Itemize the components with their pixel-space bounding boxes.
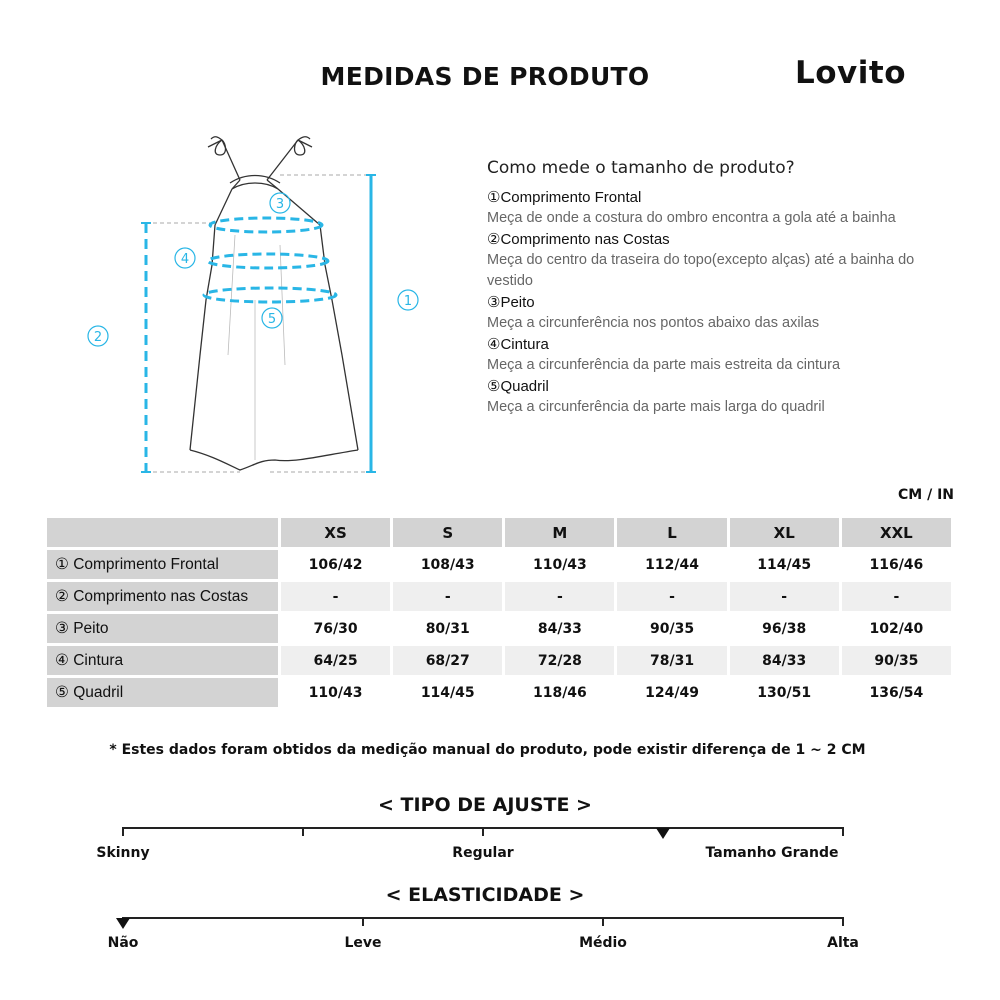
size-header: L [617,518,726,547]
size-header: S [393,518,502,547]
table-row [47,550,951,579]
table-cell: 106/42 [281,550,390,579]
elasticity-marker-icon [116,918,130,929]
elasticity-tick [602,917,604,926]
table-row [47,614,951,643]
table-cell: 72/28 [505,646,614,675]
elasticity-tick [842,917,844,926]
measure-desc-hip: Meça a circunferência da parte mais larga do quadril [487,399,825,415]
table-cell: - [393,582,502,611]
table-cell: 84/33 [505,614,614,643]
table-row [47,646,951,675]
measure-head-front-length: ①Comprimento Frontal [487,189,642,206]
size-header: XL [730,518,839,547]
table-cell: 136/54 [842,678,951,707]
table-cell: 84/33 [730,646,839,675]
elasticity-tick [362,917,364,926]
table-cell: - [730,582,839,611]
table-cell: 80/31 [393,614,502,643]
size-header: M [505,518,614,547]
fit-tick [122,827,124,836]
table-cell: 124/49 [617,678,726,707]
table-cell: - [617,582,726,611]
measure-head-hip: ⑤Quadril [487,378,549,395]
elasticity-label-high: Alta [827,935,859,951]
table-cell: - [281,582,390,611]
table-cell: - [505,582,614,611]
how-to-measure-question: Como mede o tamanho de produto? [487,158,795,178]
table-row [47,678,951,707]
row-label: ② Comprimento nas Costas [47,582,278,611]
table-cell: 64/25 [281,646,390,675]
table-cell: 68/27 [393,646,502,675]
table-cell: 110/43 [505,550,614,579]
how-to-measure [487,158,927,418]
table-cell: 118/46 [505,678,614,707]
table-cell: 90/35 [617,614,726,643]
unit-label: CM / IN [898,487,954,503]
table-cell: 90/35 [842,646,951,675]
fit-scale [96,818,844,861]
number-markers [88,193,418,346]
table-corner [47,518,278,547]
measure-desc-bust: Meça a circunferência nos pontos abaixo das axilas [487,315,820,331]
fit-tick [842,827,844,836]
row-label: ③ Peito [47,614,278,643]
table-cell: 114/45 [393,678,502,707]
size-header: XS [281,518,390,547]
table-cell: 114/45 [730,550,839,579]
measure-desc-back-length: Meça do centro da traseira do topo(excepto alças) até a bainha do vestido [487,252,915,289]
marker-4: 4 [180,252,190,267]
table-cell: 110/43 [281,678,390,707]
elasticity-title: < ELASTICIDADE > [385,884,585,906]
marker-2: 2 [93,330,103,345]
table-cell: - [842,582,951,611]
measure-head-waist: ④Cintura [487,336,549,353]
size-header: XXL [842,518,951,547]
fit-label-regular: Regular [452,845,514,861]
table-row [47,582,951,611]
table-cell: 102/40 [842,614,951,643]
fit-label-oversize: Tamanho Grande [705,845,839,861]
elasticity-label-light: Leve [344,935,382,951]
row-label: ④ Cintura [47,646,278,675]
table-header-row [47,518,951,547]
measure-lines [141,175,376,472]
elasticity-label-none: Não [107,935,139,951]
table-cell: 112/44 [617,550,726,579]
marker-3: 3 [275,197,285,212]
elasticity-scale-line [122,917,844,919]
table-cell: 116/46 [842,550,951,579]
table-cell: 130/51 [730,678,839,707]
marker-1: 1 [403,294,413,309]
fit-tick [482,827,484,836]
fit-label-skinny: Skinny [96,845,150,861]
page-title: MEDIDAS DE PRODUTO [320,62,650,91]
table-cell: 76/30 [281,614,390,643]
guide-lines [146,175,372,472]
size-table [44,515,954,710]
dress-illustration [80,125,440,485]
fit-marker-icon [656,828,670,839]
fit-tick [302,827,304,836]
marker-5: 5 [267,312,277,327]
fit-title: < TIPO DE AJUSTE > [378,794,592,816]
table-cell: 78/31 [617,646,726,675]
elasticity-label-medium: Médio [579,935,627,951]
measure-head-bust: ③Peito [487,294,535,311]
measure-head-back-length: ②Comprimento nas Costas [487,231,670,248]
measure-desc-waist: Meça a circunferência da parte mais estreita da cintura [487,357,841,373]
measurement-note: * Estes dados foram obtidos da medição manual do produto, pode existir diferença de 1 ~ 2 CM [109,742,866,758]
row-label: ① Comprimento Frontal [47,550,278,579]
table-cell: 96/38 [730,614,839,643]
table-cell: 108/43 [393,550,502,579]
measure-desc-front-length: Meça de onde a costura do ombro encontra a gola até a bainha [487,210,896,226]
brand-logo: Lovito [795,55,907,91]
row-label: ⑤ Quadril [47,678,278,707]
elasticity-scale [107,908,859,951]
